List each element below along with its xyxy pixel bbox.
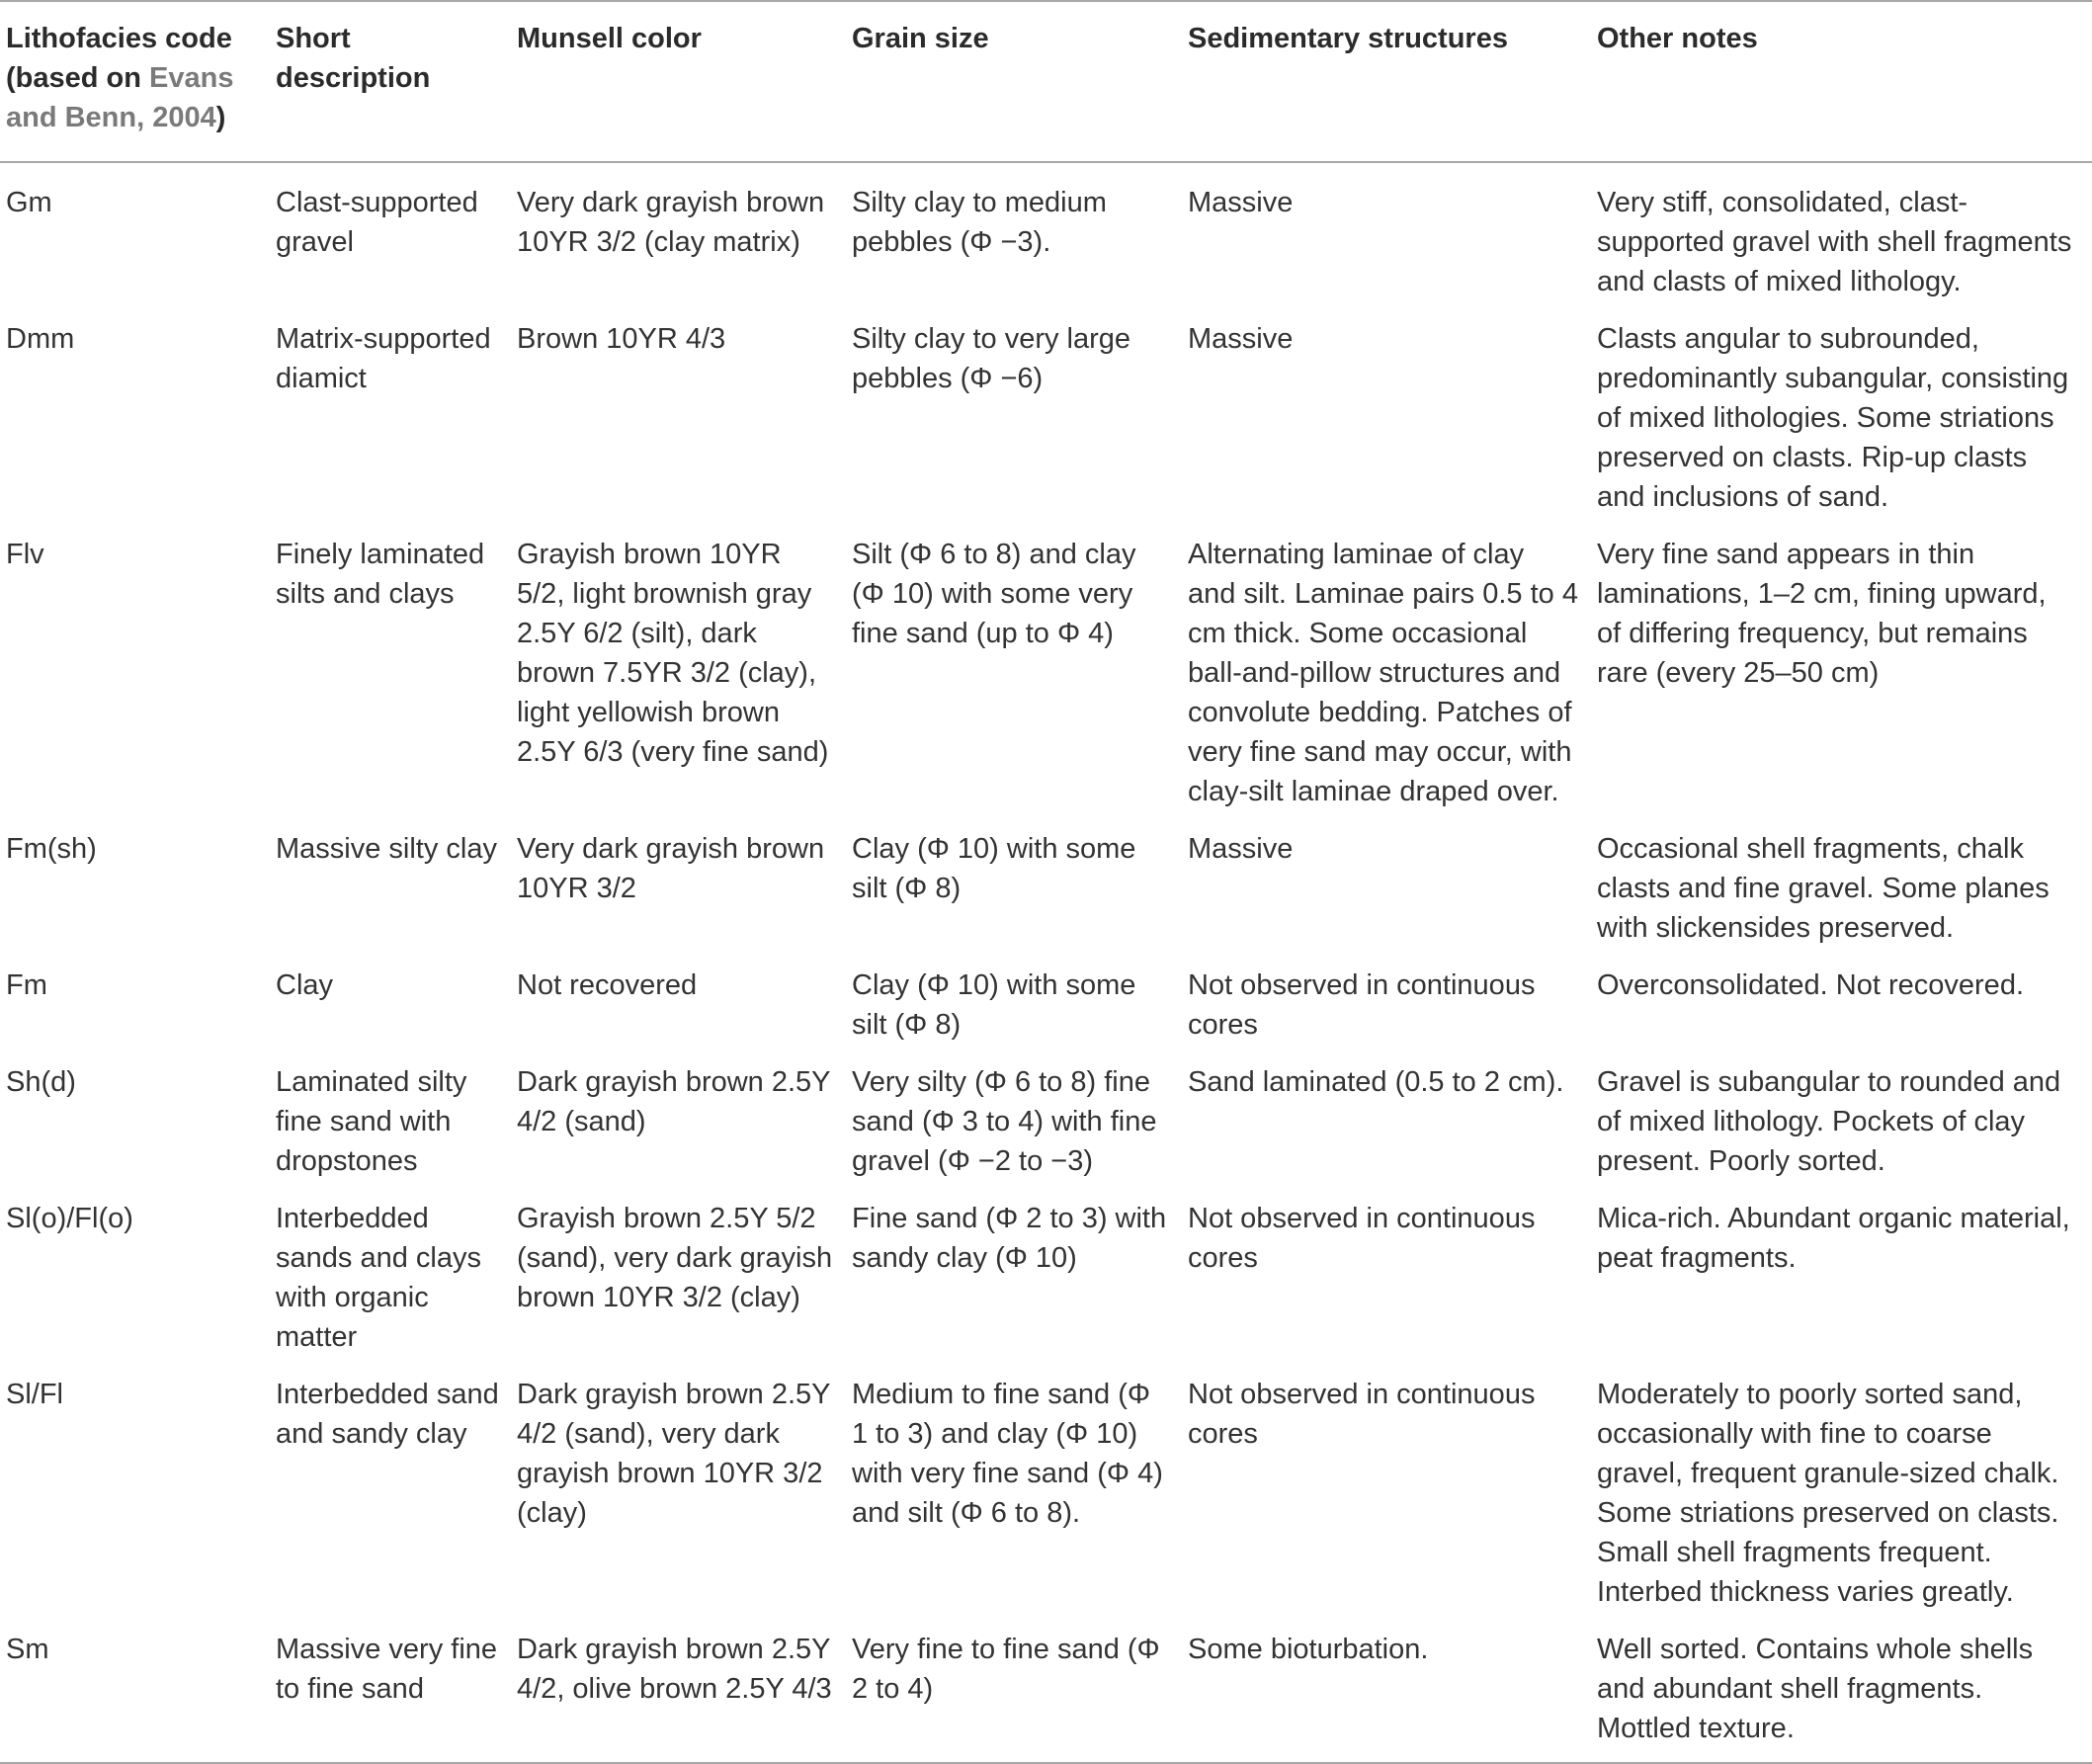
cell-lithofacies-code: Dmm — [6, 323, 75, 355]
cell-lithofacies-code: Sl(o)/Fl(o) — [6, 1203, 133, 1234]
cell-short-description: Clay — [276, 969, 334, 1001]
cell-munsell-color: Dark grayish brown 2.5Y 4/2, olive brown 2.5Y 4/3 — [517, 1634, 832, 1705]
evans-benn-citation-link[interactable]: Evans and Benn, 2004 — [6, 62, 234, 133]
table-row — [0, 307, 2092, 523]
cell-lithofacies-code: Sm — [6, 1634, 49, 1665]
header-other-notes: Other notes — [1597, 23, 1758, 54]
cell-sedimentary-structures: Not observed in continuous cores — [1188, 1203, 1536, 1274]
table-header — [0, 1, 2092, 162]
cell-short-description: Laminated silty fine sand with dropstones — [276, 1066, 467, 1177]
header-lithofacies-code — [0, 1, 276, 162]
cell-sedimentary-structures: Sand laminated (0.5 to 2 cm). — [1188, 1066, 1564, 1098]
cell-other-notes: Very fine sand appears in thin laminations, 1–2 cm, fining upward, of differing frequency, but remains rare (every 25–50 cm) — [1597, 539, 2047, 689]
cell-munsell-color: Grayish brown 10YR 5/2, light brownish gray 2.5Y 6/2 (silt), dark brown 7.5YR 3/2 (clay), light yellowish brown 2.5Y 6/3 (very fine sand) — [517, 539, 829, 768]
cell-lithofacies-code: Fm(sh) — [6, 833, 97, 865]
header-munsell-color: Munsell color — [517, 23, 702, 54]
cell-lithofacies-code: Sl/Fl — [6, 1379, 63, 1410]
cell-short-description: Interbedded sand and sandy clay — [276, 1379, 499, 1450]
cell-other-notes: Occasional shell fragments, chalk clasts and fine gravel. Some planes with slickensides preserved. — [1597, 833, 2050, 944]
header-sedimentary-structures: Sedimentary structures — [1188, 23, 1508, 54]
header-grain-size: Grain size — [852, 23, 989, 54]
cell-lithofacies-code: Fm — [6, 969, 47, 1001]
cell-grain-size: Silty clay to medium pebbles (Φ −3). — [852, 187, 1107, 258]
cell-grain-size: Medium to fine sand (Φ 1 to 3) and clay (Φ 10) with very fine sand (Φ 4) and silt (Φ 6 to 8). — [852, 1379, 1163, 1529]
cell-short-description: Finely laminated silts and clays — [276, 539, 485, 610]
cell-munsell-color: Very dark grayish brown 10YR 3/2 — [517, 833, 825, 904]
cell-sedimentary-structures: Massive — [1188, 323, 1294, 355]
cell-munsell-color: Not recovered — [517, 969, 698, 1001]
cell-munsell-color: Dark grayish brown 2.5Y 4/2 (sand), very dark grayish brown 10YR 3/2 (clay) — [517, 1379, 831, 1529]
table-row — [0, 1618, 2092, 1763]
table-row — [0, 523, 2092, 817]
table-body — [0, 162, 2092, 1763]
table-row — [0, 162, 2092, 307]
table-row — [0, 1363, 2092, 1618]
cell-sedimentary-structures: Massive — [1188, 187, 1294, 218]
header-short-description: Short description — [276, 23, 431, 94]
cell-sedimentary-structures: Some bioturbation. — [1188, 1634, 1429, 1665]
cell-sedimentary-structures: Not observed in continuous cores — [1188, 1379, 1536, 1450]
header-lithofacies-tail: ) — [215, 102, 226, 133]
cell-munsell-color: Brown 10YR 4/3 — [517, 323, 726, 355]
cell-grain-size: Fine sand (Φ 2 to 3) with sandy clay (Φ 10) — [852, 1203, 1167, 1274]
cell-lithofacies-code: Gm — [6, 187, 52, 218]
cell-short-description: Interbedded sands and clays with organic matter — [276, 1203, 481, 1353]
cell-lithofacies-code: Sh(d) — [6, 1066, 76, 1098]
table-row — [0, 1187, 2092, 1363]
cell-other-notes: Well sorted. Contains whole shells and abundant shell fragments. Mottled texture. — [1597, 1634, 2034, 1744]
cell-sedimentary-structures: Not observed in continuous cores — [1188, 969, 1536, 1041]
cell-short-description: Massive very fine to fine sand — [276, 1634, 498, 1705]
cell-munsell-color: Grayish brown 2.5Y 5/2 (sand), very dark grayish brown 10YR 3/2 (clay) — [517, 1203, 833, 1313]
cell-munsell-color: Dark grayish brown 2.5Y 4/2 (sand) — [517, 1066, 831, 1137]
cell-other-notes: Gravel is subangular to rounded and of mixed lithology. Pockets of clay present. Poorly sorted. — [1597, 1066, 2061, 1177]
cell-other-notes: Overconsolidated. Not recovered. — [1597, 969, 2024, 1001]
cell-sedimentary-structures: Alternating laminae of clay and silt. Laminae pairs 0.5 to 4 cm thick. Some occasional ball-and-pillow structures and convolute bedding. Patches of very fine sand may occur, with clay-silt laminae draped over. — [1188, 539, 1578, 807]
cell-other-notes: Very stiff, consolidated, clast-supported gravel with shell fragments and clasts of mixed lithology. — [1597, 187, 2072, 297]
header-row — [0, 1, 2092, 162]
cell-lithofacies-code: Flv — [6, 539, 44, 570]
header-lithofacies-lead: Lithofacies code (based on — [6, 23, 232, 94]
cell-grain-size: Very fine to fine sand (Φ 2 to 4) — [852, 1634, 1160, 1705]
cell-grain-size: Silty clay to very large pebbles (Φ −6) — [852, 323, 1131, 394]
cell-short-description: Matrix-supported diamict — [276, 323, 491, 394]
cell-short-description: Massive silty clay — [276, 833, 497, 865]
table-row — [0, 954, 2092, 1050]
cell-other-notes: Clasts angular to subrounded, predominantly subangular, consisting of mixed lithologies. Some striations preserved on clasts. Rip-up clasts and inclusions of sand. — [1597, 323, 2069, 513]
cell-grain-size: Silt (Φ 6 to 8) and clay (Φ 10) with some very fine sand (up to Φ 4) — [852, 539, 1136, 649]
cell-short-description: Clast-supported gravel — [276, 187, 478, 258]
cell-grain-size: Clay (Φ 10) with some silt (Φ 8) — [852, 969, 1136, 1041]
table-row — [0, 817, 2092, 954]
cell-other-notes: Mica-rich. Abundant organic material, peat fragments. — [1597, 1203, 2070, 1274]
cell-grain-size: Clay (Φ 10) with some silt (Φ 8) — [852, 833, 1136, 904]
cell-sedimentary-structures: Massive — [1188, 833, 1294, 865]
cell-other-notes: Moderately to poorly sorted sand, occasionally with fine to coarse gravel, frequent granule-sized chalk. Some striations preserved on clasts. Small shell fragments frequent. Interbed thickness varies greatly. — [1597, 1379, 2059, 1608]
cell-munsell-color: Very dark grayish brown 10YR 3/2 (clay matrix) — [517, 187, 825, 258]
cell-grain-size: Very silty (Φ 6 to 8) fine sand (Φ 3 to 4) with fine gravel (Φ −2 to −3) — [852, 1066, 1157, 1177]
table-row — [0, 1050, 2092, 1187]
